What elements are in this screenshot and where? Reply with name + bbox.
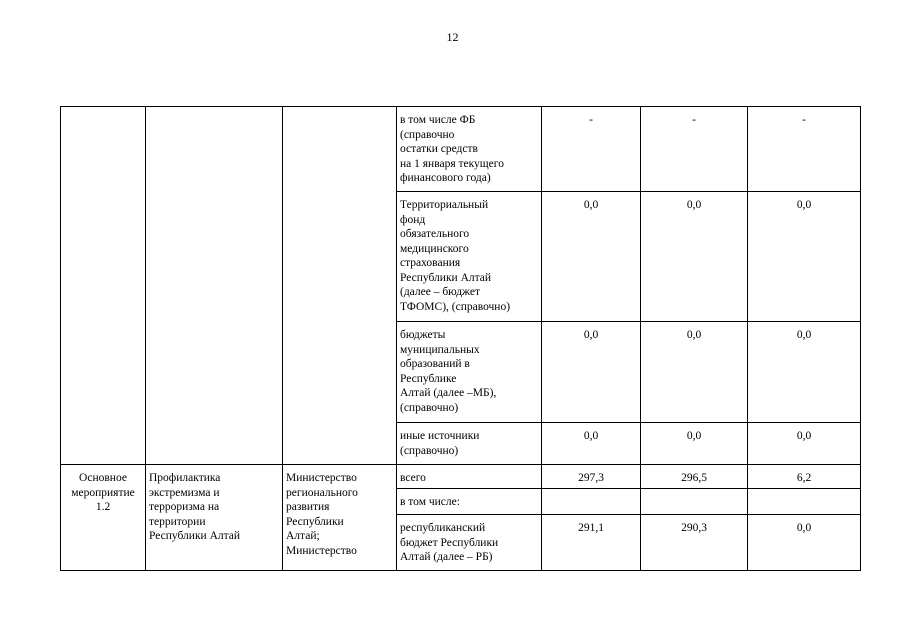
empty-code-cell <box>61 107 146 465</box>
value-cell: - <box>641 107 748 192</box>
value-cell: 0,0 <box>542 423 641 465</box>
funding-source-cell: бюджеты муниципальных образований в Республике Алтай (далее –МБ), (справочно) <box>397 322 542 423</box>
value-cell: 0,0 <box>748 515 861 571</box>
empty-name-cell <box>146 107 283 465</box>
table-row <box>61 465 861 489</box>
funding-source-cell: всего <box>397 465 542 489</box>
measure-executor-cell: Министерство регионального развития Республики Алтай; Министерство <box>283 465 397 571</box>
funding-source-cell: иные источники (справочно) <box>397 423 542 465</box>
value-cell: 290,3 <box>641 515 748 571</box>
measure-name-cell: Профилактика экстремизма и терроризма на территории Республики Алтай <box>146 465 283 571</box>
value-cell: 0,0 <box>542 322 641 423</box>
funding-source-cell: в том числе: <box>397 489 542 515</box>
funding-source-cell: Территориальный фонд обязательного медицинского страхования Республики Алтай (далее – бюджет ТФОМС), (справочно) <box>397 192 542 322</box>
table-row <box>61 107 861 192</box>
value-cell: 296,5 <box>641 465 748 489</box>
value-cell: 0,0 <box>748 322 861 423</box>
value-cell: 0,0 <box>641 423 748 465</box>
value-cell: 0,0 <box>641 322 748 423</box>
funding-source-cell: республиканский бюджет Республики Алтай (далее – РБ) <box>397 515 542 571</box>
value-cell <box>748 489 861 515</box>
funding-source-cell: в том числе ФБ (справочно остатки средств на 1 января текущего финансового года) <box>397 107 542 192</box>
value-cell: 6,2 <box>748 465 861 489</box>
measure-code-cell: Основное мероприятие 1.2 <box>61 465 146 571</box>
value-cell: - <box>542 107 641 192</box>
value-cell: 0,0 <box>542 192 641 322</box>
value-cell: 0,0 <box>748 192 861 322</box>
value-cell <box>542 489 641 515</box>
budget-table <box>60 106 861 571</box>
value-cell: 291,1 <box>542 515 641 571</box>
value-cell: 297,3 <box>542 465 641 489</box>
value-cell: 0,0 <box>641 192 748 322</box>
page-number: 12 <box>446 30 459 44</box>
empty-executor-cell <box>283 107 397 465</box>
value-cell <box>641 489 748 515</box>
value-cell: 0,0 <box>748 423 861 465</box>
value-cell: - <box>748 107 861 192</box>
